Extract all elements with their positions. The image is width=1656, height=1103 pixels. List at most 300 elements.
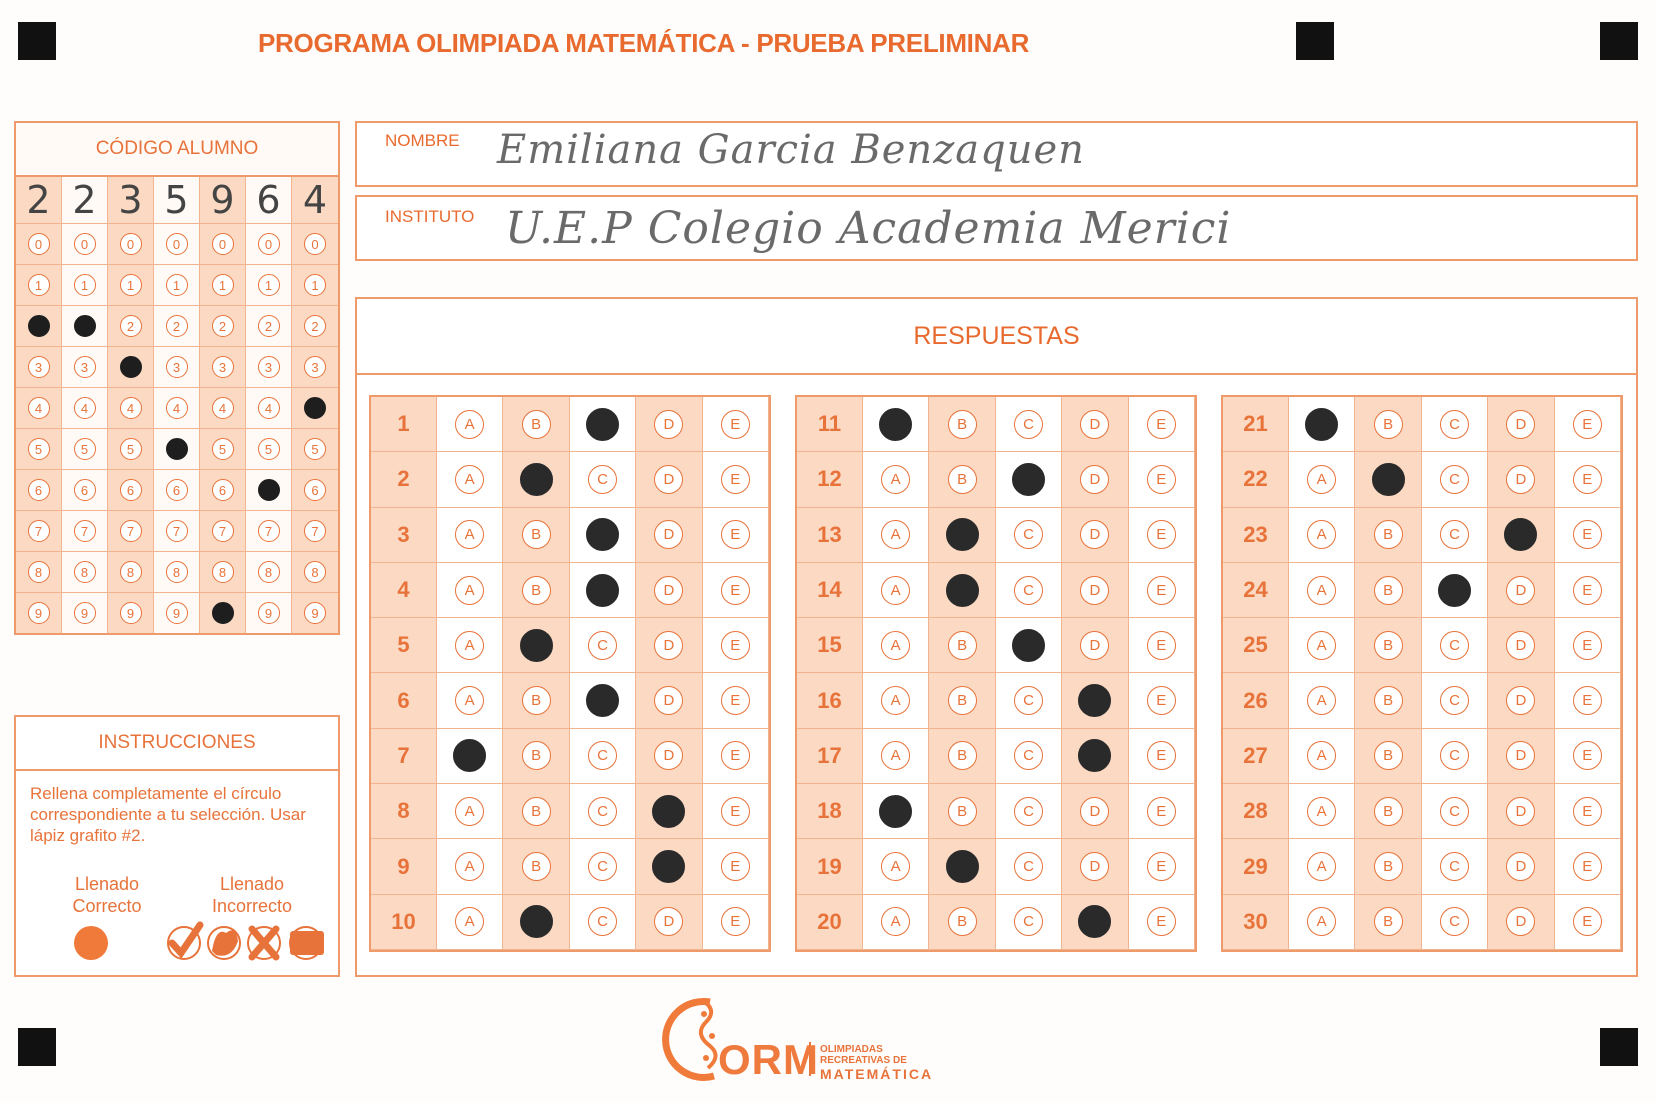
answer-bubble[interactable]: B — [522, 741, 551, 770]
answer-cell — [1555, 563, 1621, 618]
answer-bubble[interactable]: E — [721, 686, 750, 715]
answer-bubble[interactable]: B — [1374, 797, 1403, 826]
code-bubble[interactable]: 6 — [120, 479, 142, 501]
code-cell — [154, 511, 199, 552]
institute-label: INSTITUTO — [385, 207, 475, 226]
answer-bubble[interactable] — [1078, 905, 1111, 938]
answer-cell — [503, 397, 569, 452]
answer-bubble[interactable]: E — [721, 520, 750, 549]
answer-bubble[interactable]: D — [654, 907, 683, 936]
question-number: 3 — [371, 508, 437, 563]
question-number: 25 — [1223, 618, 1289, 673]
answer-bubble[interactable]: B — [522, 852, 551, 881]
student-code-panel — [14, 121, 340, 635]
code-bubble[interactable]: 8 — [304, 561, 326, 583]
code-bubble[interactable]: 9 — [258, 602, 280, 624]
code-cell — [246, 470, 291, 511]
answer-bubble[interactable] — [1372, 463, 1405, 496]
code-bubble[interactable]: 1 — [212, 274, 234, 296]
code-bubble[interactable]: 8 — [212, 561, 234, 583]
answer-bubble[interactable] — [1012, 463, 1045, 496]
answer-bubble[interactable]: E — [1573, 741, 1602, 770]
code-bubble[interactable]: 7 — [74, 520, 96, 542]
answer-cell — [929, 452, 995, 507]
answer-bubble[interactable]: A — [455, 686, 484, 715]
code-bubble[interactable]: 2 — [304, 315, 326, 337]
answer-bubble[interactable]: D — [1080, 631, 1109, 660]
code-cell — [246, 224, 291, 265]
answer-bubble[interactable]: A — [881, 852, 910, 881]
code-bubble[interactable]: 5 — [258, 438, 280, 460]
institute-value: U.E.P Colegio Academia Merici — [505, 203, 1232, 254]
answer-bubble[interactable]: A — [1307, 631, 1336, 660]
answer-bubble[interactable]: A — [455, 631, 484, 660]
answer-bubble[interactable]: C — [588, 852, 617, 881]
code-bubble[interactable]: 5 — [74, 438, 96, 460]
answer-bubble[interactable]: D — [1080, 797, 1109, 826]
answer-bubble[interactable]: C — [588, 465, 617, 494]
answer-bubble[interactable] — [1305, 408, 1338, 441]
answer-bubble[interactable] — [879, 795, 912, 828]
student-code-title: CÓDIGO ALUMNO — [16, 123, 338, 177]
answer-bubble[interactable]: B — [1374, 631, 1403, 660]
answer-bubble[interactable]: C — [1014, 686, 1043, 715]
code-cell — [62, 593, 107, 633]
code-bubble[interactable]: 4 — [258, 397, 280, 419]
code-bubble[interactable] — [166, 438, 188, 460]
answer-bubble[interactable] — [586, 684, 619, 717]
answer-bubble[interactable]: E — [1573, 576, 1602, 605]
answer-bubble[interactable]: B — [948, 907, 977, 936]
code-bubble[interactable]: 3 — [166, 356, 188, 378]
answer-bubble[interactable]: A — [455, 520, 484, 549]
answer-bubble[interactable]: D — [654, 631, 683, 660]
code-bubble[interactable]: 4 — [74, 397, 96, 419]
answer-bubble[interactable]: C — [1014, 520, 1043, 549]
answer-bubble[interactable]: B — [1374, 907, 1403, 936]
answer-bubble[interactable]: A — [1307, 576, 1336, 605]
answer-bubble[interactable] — [946, 574, 979, 607]
answer-cell — [863, 784, 929, 839]
code-bubble[interactable]: 5 — [304, 438, 326, 460]
code-bubble[interactable]: 6 — [212, 479, 234, 501]
code-bubble[interactable]: 2 — [166, 315, 188, 337]
answer-bubble[interactable]: A — [1307, 852, 1336, 881]
code-bubble[interactable]: 5 — [28, 438, 50, 460]
answer-bubble[interactable]: D — [654, 465, 683, 494]
answer-bubble[interactable]: E — [1147, 631, 1176, 660]
answer-bubble[interactable]: A — [1307, 520, 1336, 549]
code-cell — [246, 429, 291, 470]
code-cell — [292, 593, 338, 633]
answer-cell — [1355, 729, 1421, 784]
answer-bubble[interactable]: B — [948, 741, 977, 770]
code-bubble[interactable]: 6 — [166, 479, 188, 501]
code-bubble[interactable]: 1 — [74, 274, 96, 296]
code-cell — [154, 265, 199, 306]
answer-bubble[interactable]: A — [881, 576, 910, 605]
code-cell — [200, 265, 245, 306]
answer-cell — [1129, 729, 1195, 784]
answer-bubble[interactable]: B — [522, 410, 551, 439]
answer-bubble[interactable]: E — [1147, 797, 1176, 826]
code-bubble[interactable] — [258, 479, 280, 501]
answer-cell — [1488, 563, 1554, 618]
code-bubble[interactable]: 9 — [28, 602, 50, 624]
answer-bubble[interactable]: E — [1147, 686, 1176, 715]
answer-bubble[interactable] — [652, 795, 685, 828]
answer-cell — [1422, 508, 1488, 563]
code-bubble[interactable]: 3 — [304, 356, 326, 378]
answer-cell — [1289, 673, 1355, 728]
answer-cell — [863, 563, 929, 618]
answer-bubble[interactable]: C — [1014, 741, 1043, 770]
answer-bubble[interactable]: C — [1014, 576, 1043, 605]
answer-block-1-10 — [369, 395, 771, 952]
answer-bubble[interactable]: B — [948, 797, 977, 826]
answer-cell — [1488, 508, 1554, 563]
answer-bubble[interactable]: C — [1440, 465, 1469, 494]
answer-bubble[interactable] — [453, 739, 486, 772]
code-bubble[interactable]: 1 — [166, 274, 188, 296]
code-digit-written: 6 — [246, 177, 291, 224]
answer-bubble[interactable]: B — [1374, 520, 1403, 549]
answer-bubble[interactable]: E — [721, 741, 750, 770]
answer-cell — [1355, 784, 1421, 839]
code-cell — [200, 593, 245, 633]
code-bubble[interactable]: 0 — [304, 233, 326, 255]
answer-bubble[interactable]: D — [1506, 852, 1535, 881]
answer-bubble[interactable]: B — [1374, 852, 1403, 881]
answer-bubble[interactable]: A — [881, 631, 910, 660]
answer-bubble[interactable]: B — [522, 576, 551, 605]
answer-bubble[interactable]: D — [1080, 465, 1109, 494]
code-cell — [108, 552, 153, 593]
code-bubble[interactable] — [74, 315, 96, 337]
registration-mark-top-right — [1600, 22, 1638, 60]
code-bubble[interactable]: 3 — [258, 356, 280, 378]
answer-cell — [1555, 508, 1621, 563]
answer-cell — [636, 618, 702, 673]
answer-bubble[interactable]: C — [588, 741, 617, 770]
answer-bubble[interactable] — [946, 850, 979, 883]
code-cell — [246, 306, 291, 347]
answer-cell — [1062, 729, 1128, 784]
answer-bubble[interactable]: B — [1374, 741, 1403, 770]
code-bubble[interactable]: 4 — [120, 397, 142, 419]
code-bubble[interactable]: 6 — [304, 479, 326, 501]
answer-bubble[interactable] — [1504, 518, 1537, 551]
code-bubble[interactable]: 4 — [28, 397, 50, 419]
answer-bubble[interactable]: A — [455, 410, 484, 439]
answer-bubble[interactable]: A — [881, 520, 910, 549]
answer-bubble[interactable]: D — [654, 576, 683, 605]
code-column — [16, 177, 62, 633]
answer-bubble[interactable] — [586, 408, 619, 441]
answer-bubble[interactable]: A — [455, 576, 484, 605]
code-bubble[interactable]: 0 — [166, 233, 188, 255]
answer-bubble[interactable]: E — [1147, 852, 1176, 881]
answer-bubble[interactable]: D — [1506, 576, 1535, 605]
answer-bubble[interactable]: E — [1573, 631, 1602, 660]
answer-bubble[interactable] — [1438, 574, 1471, 607]
code-bubble[interactable]: 2 — [258, 315, 280, 337]
answer-bubble[interactable]: E — [1147, 576, 1176, 605]
answer-bubble[interactable]: D — [1506, 631, 1535, 660]
answer-bubble[interactable]: E — [721, 465, 750, 494]
code-bubble[interactable]: 9 — [120, 602, 142, 624]
answer-cell — [863, 895, 929, 950]
answer-bubble[interactable]: A — [881, 907, 910, 936]
answer-bubble[interactable] — [652, 850, 685, 883]
answer-bubble[interactable]: B — [522, 686, 551, 715]
answer-bubble[interactable]: D — [1506, 686, 1535, 715]
code-cell — [62, 552, 107, 593]
code-cell — [200, 470, 245, 511]
answer-bubble[interactable]: E — [1147, 410, 1176, 439]
answer-cell — [1555, 895, 1621, 950]
answer-bubble[interactable]: D — [1506, 741, 1535, 770]
code-bubble[interactable]: 6 — [74, 479, 96, 501]
code-bubble[interactable]: 7 — [212, 520, 234, 542]
code-bubble[interactable]: 9 — [304, 602, 326, 624]
question-number: 10 — [371, 895, 437, 950]
answer-bubble[interactable]: C — [1440, 686, 1469, 715]
answer-bubble[interactable]: A — [1307, 465, 1336, 494]
code-bubble[interactable]: 1 — [120, 274, 142, 296]
answer-bubble[interactable]: C — [1014, 410, 1043, 439]
answer-cell — [1289, 784, 1355, 839]
answer-bubble[interactable]: C — [1440, 852, 1469, 881]
code-bubble[interactable]: 0 — [28, 233, 50, 255]
code-bubble[interactable]: 0 — [258, 233, 280, 255]
question-number: 19 — [797, 839, 863, 894]
registration-mark-bottom-left — [18, 1028, 56, 1066]
answer-bubble[interactable] — [1078, 739, 1111, 772]
answer-bubble[interactable]: C — [588, 631, 617, 660]
answer-bubble[interactable]: D — [1080, 410, 1109, 439]
answer-bubble[interactable]: D — [1506, 797, 1535, 826]
code-cell — [246, 593, 291, 633]
answer-bubble[interactable]: D — [654, 741, 683, 770]
answer-bubble[interactable]: D — [654, 410, 683, 439]
code-bubble[interactable]: 4 — [166, 397, 188, 419]
code-bubble[interactable]: 8 — [166, 561, 188, 583]
answer-bubble[interactable]: C — [1440, 907, 1469, 936]
answer-bubble[interactable]: A — [1307, 907, 1336, 936]
answer-bubble[interactable]: B — [1374, 410, 1403, 439]
answer-cell — [1062, 895, 1128, 950]
answer-bubble[interactable]: A — [455, 797, 484, 826]
question-number: 4 — [371, 563, 437, 618]
answer-bubble[interactable] — [520, 629, 553, 662]
name-field[interactable] — [355, 121, 1638, 187]
answer-bubble[interactable] — [1078, 684, 1111, 717]
code-bubble[interactable]: 4 — [212, 397, 234, 419]
answer-cell — [1355, 673, 1421, 728]
code-bubble[interactable]: 0 — [74, 233, 96, 255]
answer-bubble[interactable]: E — [1573, 410, 1602, 439]
answer-bubble[interactable]: B — [1374, 686, 1403, 715]
code-bubble[interactable]: 9 — [166, 602, 188, 624]
code-bubble[interactable] — [120, 356, 142, 378]
answer-cell — [1422, 839, 1488, 894]
answer-bubble[interactable]: E — [1573, 686, 1602, 715]
code-bubble[interactable]: 8 — [28, 561, 50, 583]
answer-bubble[interactable]: E — [1147, 465, 1176, 494]
code-bubble[interactable]: 1 — [258, 274, 280, 296]
code-bubble[interactable]: 8 — [258, 561, 280, 583]
answer-bubble[interactable]: C — [1440, 520, 1469, 549]
code-digit-written: 2 — [62, 177, 107, 224]
code-bubble[interactable]: 1 — [28, 274, 50, 296]
code-bubble[interactable]: 0 — [212, 233, 234, 255]
answer-bubble[interactable]: D — [654, 520, 683, 549]
answer-bubble[interactable]: E — [1147, 520, 1176, 549]
answer-bubble[interactable]: D — [1080, 852, 1109, 881]
code-bubble[interactable]: 7 — [120, 520, 142, 542]
answer-bubble[interactable]: E — [1147, 907, 1176, 936]
answer-bubble[interactable]: C — [1014, 797, 1043, 826]
answer-cell — [1062, 784, 1128, 839]
code-column — [292, 177, 338, 633]
code-bubble[interactable]: 7 — [304, 520, 326, 542]
answer-cell — [996, 729, 1062, 784]
code-bubble[interactable]: 7 — [258, 520, 280, 542]
answer-bubble[interactable]: B — [522, 797, 551, 826]
answer-bubble[interactable]: D — [1506, 410, 1535, 439]
answer-bubble[interactable]: C — [1440, 797, 1469, 826]
answer-cell — [437, 784, 503, 839]
code-bubble[interactable]: 3 — [212, 356, 234, 378]
student-code-grid — [16, 177, 338, 633]
answer-bubble[interactable]: C — [1440, 741, 1469, 770]
answer-bubble[interactable]: D — [1506, 907, 1535, 936]
code-cell — [62, 306, 107, 347]
answer-bubble[interactable]: A — [1307, 686, 1336, 715]
code-bubble[interactable]: 7 — [166, 520, 188, 542]
name-value: Emiliana Garcia Benzaquen — [497, 127, 1085, 173]
code-cell — [246, 265, 291, 306]
answer-cell — [1355, 452, 1421, 507]
answer-bubble[interactable]: B — [948, 465, 977, 494]
answer-bubble[interactable]: E — [721, 410, 750, 439]
code-bubble[interactable]: 0 — [120, 233, 142, 255]
answer-cell — [1555, 839, 1621, 894]
code-bubble[interactable]: 9 — [74, 602, 96, 624]
answer-bubble[interactable]: D — [1506, 465, 1535, 494]
code-bubble[interactable]: 1 — [304, 274, 326, 296]
answer-bubble[interactable]: A — [455, 852, 484, 881]
answer-bubble[interactable]: E — [1573, 797, 1602, 826]
answer-bubble[interactable] — [520, 463, 553, 496]
code-bubble[interactable] — [212, 602, 234, 624]
answer-bubble[interactable]: D — [1080, 576, 1109, 605]
answer-bubble[interactable] — [1012, 629, 1045, 662]
registration-mark-bottom-right — [1600, 1028, 1638, 1066]
code-bubble[interactable]: 5 — [120, 438, 142, 460]
code-bubble[interactable]: 3 — [74, 356, 96, 378]
answer-bubble[interactable]: E — [1573, 520, 1602, 549]
answer-bubble[interactable] — [520, 905, 553, 938]
code-bubble[interactable]: 8 — [74, 561, 96, 583]
answer-bubble[interactable]: E — [721, 852, 750, 881]
answer-bubble[interactable]: A — [455, 907, 484, 936]
answer-cell — [437, 673, 503, 728]
answer-bubble[interactable]: E — [1147, 741, 1176, 770]
code-bubble[interactable]: 7 — [28, 520, 50, 542]
answer-bubble[interactable]: A — [881, 741, 910, 770]
answer-bubble[interactable]: B — [1374, 576, 1403, 605]
answer-bubble[interactable]: C — [1440, 410, 1469, 439]
answer-bubble[interactable]: B — [948, 410, 977, 439]
code-bubble[interactable]: 5 — [212, 438, 234, 460]
answer-bubble[interactable]: C — [1440, 631, 1469, 660]
answer-bubble[interactable]: E — [721, 631, 750, 660]
answer-bubble[interactable]: C — [1014, 907, 1043, 936]
correct-fill-label: Llenado Correcto — [72, 874, 142, 916]
code-cell — [16, 224, 61, 265]
answer-bubble[interactable]: B — [948, 631, 977, 660]
answer-bubble[interactable] — [879, 408, 912, 441]
code-bubble[interactable]: 8 — [120, 561, 142, 583]
code-column — [200, 177, 246, 633]
question-number: 12 — [797, 452, 863, 507]
answer-cell — [703, 784, 769, 839]
answer-bubble[interactable]: E — [1573, 852, 1602, 881]
code-column — [246, 177, 292, 633]
answer-bubble[interactable]: E — [1573, 465, 1602, 494]
question-number: 9 — [371, 839, 437, 894]
code-bubble[interactable]: 3 — [28, 356, 50, 378]
answer-cell — [1289, 839, 1355, 894]
answer-cell — [1488, 839, 1554, 894]
orm-logo-line2: RECREATIVAS DE — [820, 1055, 907, 1066]
answer-bubble[interactable] — [586, 574, 619, 607]
answer-bubble[interactable]: C — [588, 797, 617, 826]
code-bubble[interactable]: 2 — [212, 315, 234, 337]
answer-bubble[interactable]: C — [588, 907, 617, 936]
answer-cell — [1129, 895, 1195, 950]
answer-bubble[interactable]: A — [455, 465, 484, 494]
answer-bubble[interactable]: A — [881, 686, 910, 715]
answer-bubble[interactable]: B — [522, 520, 551, 549]
answer-cell — [1062, 673, 1128, 728]
answer-cell — [1422, 895, 1488, 950]
code-bubble[interactable] — [304, 397, 326, 419]
answer-bubble[interactable]: E — [1573, 907, 1602, 936]
answer-bubble[interactable]: D — [654, 686, 683, 715]
answer-bubble[interactable]: A — [1307, 797, 1336, 826]
answer-bubble[interactable]: E — [721, 797, 750, 826]
code-bubble[interactable]: 6 — [28, 479, 50, 501]
answer-bubble[interactable]: A — [881, 465, 910, 494]
code-cell — [16, 511, 61, 552]
answer-bubble[interactable]: C — [1014, 852, 1043, 881]
institute-field[interactable] — [355, 195, 1638, 261]
code-bubble[interactable]: 2 — [120, 315, 142, 337]
code-bubble[interactable] — [28, 315, 50, 337]
answer-bubble[interactable] — [946, 518, 979, 551]
answer-bubble[interactable]: A — [1307, 741, 1336, 770]
answer-bubble[interactable]: B — [948, 686, 977, 715]
answer-bubble[interactable]: D — [1080, 520, 1109, 549]
answer-cell — [503, 895, 569, 950]
answer-bubble[interactable]: E — [721, 576, 750, 605]
answer-bubble[interactable] — [586, 518, 619, 551]
answer-bubble[interactable]: E — [721, 907, 750, 936]
answer-cell — [1488, 784, 1554, 839]
